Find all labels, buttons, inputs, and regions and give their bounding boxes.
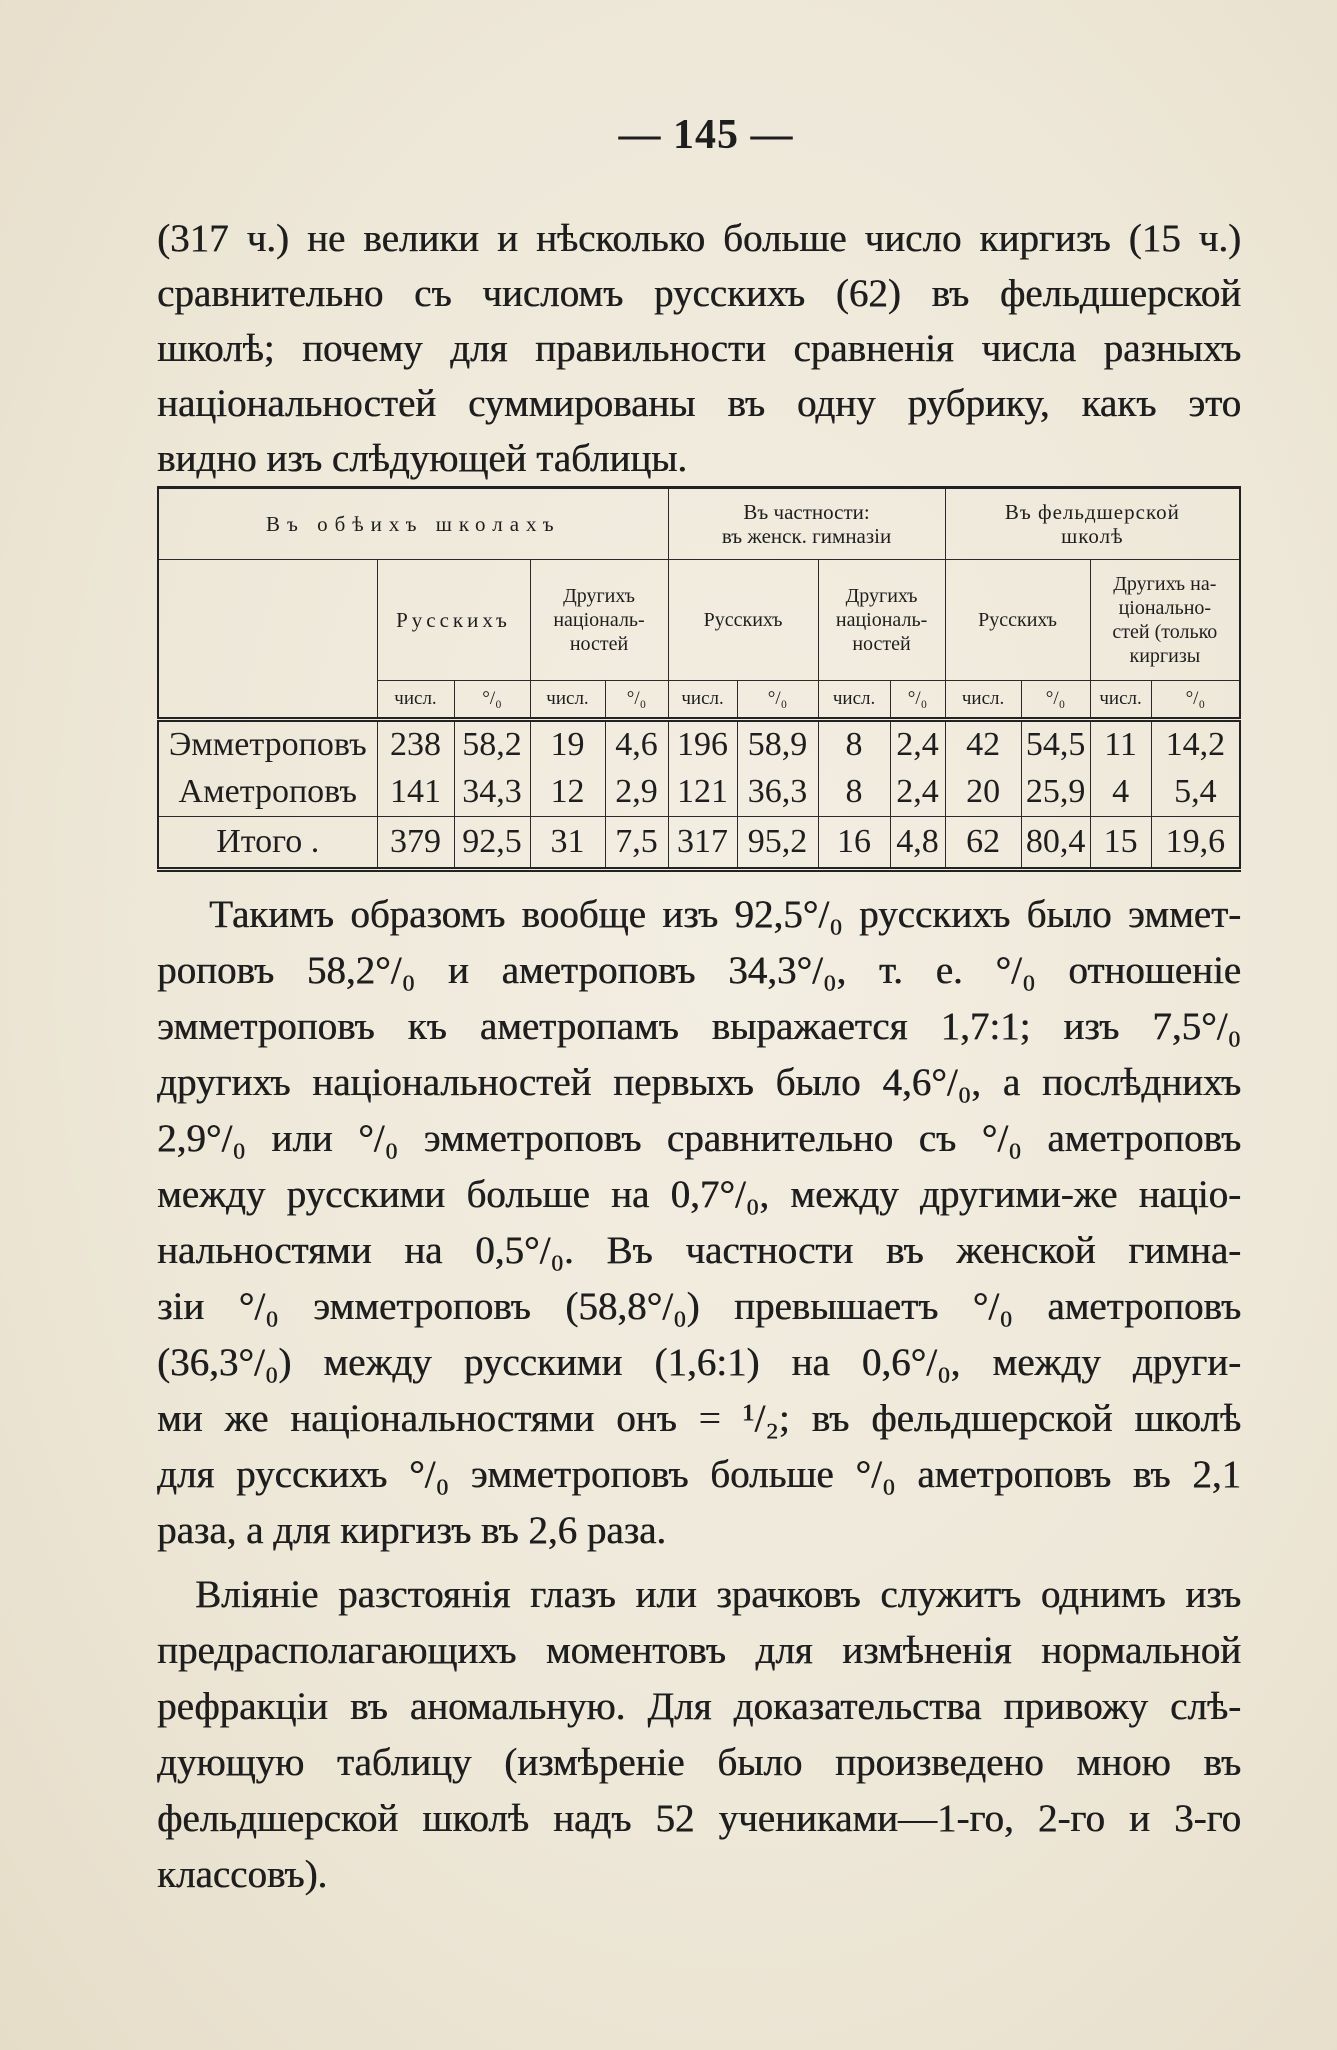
table-cell: 19,6 bbox=[1151, 817, 1240, 870]
group-header-gymnasium: Въ частности: въ женск. гимназіи bbox=[668, 488, 945, 560]
row-label-header bbox=[158, 560, 377, 720]
table-cell: 4,8 bbox=[890, 817, 945, 870]
unit-header-count: числ. bbox=[668, 681, 737, 720]
text-line: (36,3°/₀) между русскими (1,6:1) на 0,6°/₀, между други- bbox=[157, 1341, 1241, 1384]
paragraph-pupil-distance bbox=[157, 1567, 1241, 1903]
table-cell: 15 bbox=[1090, 817, 1151, 870]
table-row bbox=[158, 768, 1240, 817]
refraction-table bbox=[157, 486, 1241, 872]
row-label: Итого . bbox=[158, 817, 377, 870]
text-line: національностей суммированы въ одну рубрику, какъ это bbox=[157, 382, 1241, 425]
unit-header-count: числ. bbox=[1090, 681, 1151, 720]
unit-header-percent: °/₀ bbox=[737, 681, 818, 720]
sub-header-kirghiz: Другихъ на- ціонально- стей (только киргизы bbox=[1090, 560, 1240, 681]
table-cell: 19 bbox=[530, 720, 605, 769]
table-cell: 2,9 bbox=[605, 768, 668, 817]
table-cell: 16 bbox=[818, 817, 890, 870]
table-cell: 25,9 bbox=[1021, 768, 1090, 817]
table-cell: 14,2 bbox=[1151, 720, 1240, 769]
table-cell: 31 bbox=[530, 817, 605, 870]
text-line: другихъ національностей первыхъ было 4,6°/₀, а послѣднихъ bbox=[157, 1061, 1241, 1104]
table-cell: 92,5 bbox=[454, 817, 530, 870]
table-cell: 121 bbox=[668, 768, 737, 817]
text-line: нальностями на 0,5°/₀. Въ частности въ женской гимна- bbox=[157, 1229, 1241, 1272]
unit-header-count: числ. bbox=[530, 681, 605, 720]
table-cell: 2,4 bbox=[890, 768, 945, 817]
text-line: зіи °/₀ эмметроповъ (58,8°/₀) превышаетъ °/₀ аметроповъ bbox=[157, 1285, 1241, 1328]
sub-header-russians: Русскихъ bbox=[668, 560, 818, 681]
row-label: Эмметроповъ bbox=[158, 720, 377, 769]
table-cell: 7,5 bbox=[605, 817, 668, 870]
sub-header-russians: Русскихъ bbox=[945, 560, 1090, 681]
table-cell: 20 bbox=[945, 768, 1021, 817]
unit-header-percent: °/₀ bbox=[890, 681, 945, 720]
table-cell: 8 bbox=[818, 720, 890, 769]
text-line: раза, а для киргизъ въ 2,6 раза. bbox=[157, 1509, 667, 1552]
row-label: Аметроповъ bbox=[158, 768, 377, 817]
table-cell: 11 bbox=[1090, 720, 1151, 769]
table-group-header-row bbox=[158, 488, 1240, 560]
text-line: дующую таблицу (измѣреніе было произведено мною въ bbox=[157, 1741, 1241, 1784]
group-header-both-schools: Въ обѣихъ школахъ bbox=[158, 488, 668, 560]
table-cell: 12 bbox=[530, 768, 605, 817]
text-line: Вліяніе разстоянія глазъ или зрачковъ служитъ однимъ изъ bbox=[195, 1573, 1241, 1616]
sub-header-other-nationalities: Другихъ національ- ностей bbox=[818, 560, 945, 681]
unit-header-percent: °/₀ bbox=[605, 681, 668, 720]
unit-header-count: числ. bbox=[818, 681, 890, 720]
table-cell: 58,9 bbox=[737, 720, 818, 769]
text-line: классовъ). bbox=[157, 1853, 328, 1896]
table-sub-header-row bbox=[158, 560, 1240, 681]
table-cell: 5,4 bbox=[1151, 768, 1240, 817]
text-line: сравнительно съ числомъ русскихъ (62) въ фельдшерской bbox=[157, 272, 1241, 315]
table-cell: 54,5 bbox=[1021, 720, 1090, 769]
unit-header-count: числ. bbox=[377, 681, 454, 720]
text-line: фельдшерской школѣ надъ 52 учениками—1-го, 2-го и 3-го bbox=[157, 1797, 1241, 1840]
table-cell: 4 bbox=[1090, 768, 1151, 817]
text-line: Такимъ образомъ вообще изъ 92,5°/₀ русскихъ было эммет- bbox=[209, 893, 1241, 936]
paragraph-analysis bbox=[157, 887, 1241, 1559]
table-cell: 2,4 bbox=[890, 720, 945, 769]
group-header-feldsher-school: Въ фельдшерской школѣ bbox=[945, 488, 1240, 560]
unit-header-count: числ. bbox=[945, 681, 1021, 720]
table-row bbox=[158, 720, 1240, 769]
table-cell: 58,2 bbox=[454, 720, 530, 769]
sub-header-russians: Русскихъ bbox=[377, 560, 530, 681]
page-number: — 145 — bbox=[618, 112, 794, 158]
table-cell: 42 bbox=[945, 720, 1021, 769]
table-cell: 379 bbox=[377, 817, 454, 870]
table-cell: 80,4 bbox=[1021, 817, 1090, 870]
sub-header-other-nationalities: Другихъ національ- ностей bbox=[530, 560, 668, 681]
text-line: между русскими больше на 0,7°/₀, между другими-же націо- bbox=[157, 1173, 1241, 1216]
text-line: ми же національностями онъ = ¹/₂; въ фельдшерской школѣ bbox=[157, 1397, 1241, 1440]
table-cell: 317 bbox=[668, 817, 737, 870]
text-line: 2,9°/₀ или °/₀ эмметроповъ сравнительно съ °/₀ аметроповъ bbox=[157, 1117, 1241, 1160]
table-cell: 4,6 bbox=[605, 720, 668, 769]
table-cell: 36,3 bbox=[737, 768, 818, 817]
table-cell: 34,3 bbox=[454, 768, 530, 817]
unit-header-percent: °/₀ bbox=[454, 681, 530, 720]
text-line: (317 ч.) не велики и нѣсколько больше число киргизъ (15 ч.) bbox=[157, 217, 1241, 260]
table-cell: 141 bbox=[377, 768, 454, 817]
text-line: видно изъ слѣдующей таблицы. bbox=[157, 437, 688, 480]
unit-header-percent: °/₀ bbox=[1151, 681, 1240, 720]
table-cell: 62 bbox=[945, 817, 1021, 870]
text-line: предрасполагающихъ моментовъ для измѣненія нормальной bbox=[157, 1629, 1241, 1672]
table-cell: 238 bbox=[377, 720, 454, 769]
text-line: эмметроповъ къ аметропамъ выражается 1,7:1; изъ 7,5°/₀ bbox=[157, 1005, 1241, 1048]
text-line: школѣ; почему для правильности сравненія числа разныхъ bbox=[157, 327, 1241, 370]
paragraph-intro bbox=[157, 211, 1241, 486]
table-cell: 196 bbox=[668, 720, 737, 769]
table-cell: 95,2 bbox=[737, 817, 818, 870]
text-line: для русскихъ °/₀ эмметроповъ больше °/₀ аметроповъ въ 2,1 bbox=[157, 1453, 1241, 1496]
table-cell: 8 bbox=[818, 768, 890, 817]
text-line: роповъ 58,2°/₀ и аметроповъ 34,3°/₀, т. е. °/₀ отношеніе bbox=[157, 949, 1241, 992]
table-total-row bbox=[158, 817, 1240, 870]
unit-header-percent: °/₀ bbox=[1021, 681, 1090, 720]
text-line: рефракціи въ аномальную. Для доказательства привожу слѣ- bbox=[157, 1685, 1241, 1728]
